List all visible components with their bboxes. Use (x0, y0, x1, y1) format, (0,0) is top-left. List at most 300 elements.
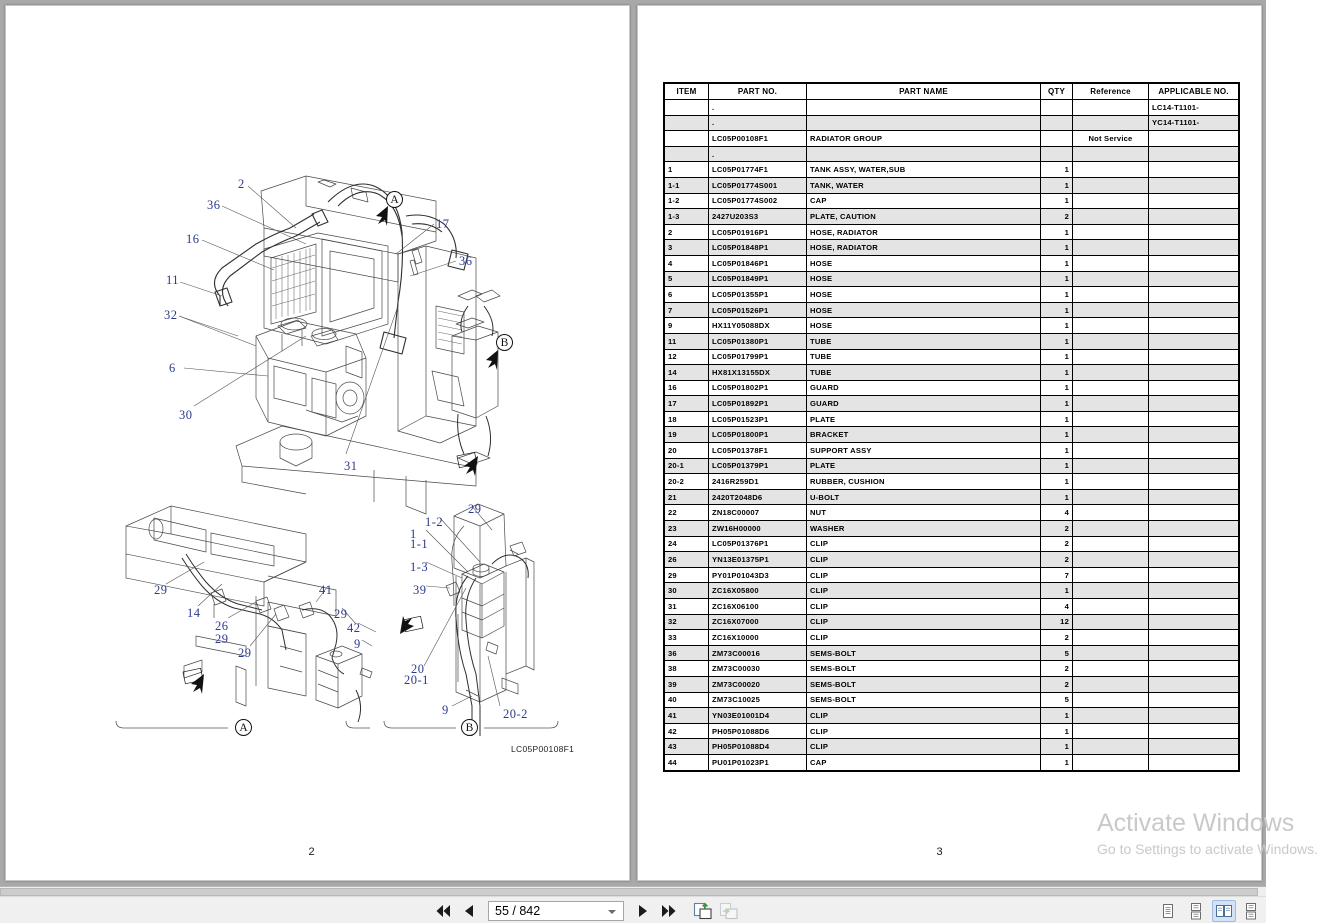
last-page-icon (661, 904, 677, 918)
cell-item: 1-2 (665, 193, 709, 209)
cell-part_name: SEMS-BOLT (807, 676, 1041, 692)
cell-part_name: HOSE, RADIATOR (807, 240, 1041, 256)
cell-item: 6 (665, 287, 709, 303)
cell-part_no: ZC16X05800 (709, 583, 807, 599)
cell-part_no: LC05P01774S002 (709, 193, 807, 209)
cell-item: 44 (665, 754, 709, 770)
cell-item: 42 (665, 723, 709, 739)
cell-applicable (1149, 380, 1239, 396)
cell-item: 14 (665, 365, 709, 381)
cell-part_no: 2427U203S3 (709, 209, 807, 225)
callout-30: 30 (179, 408, 193, 422)
next-page-button[interactable] (630, 899, 656, 922)
first-page-icon (435, 904, 451, 918)
table-row (665, 427, 1239, 443)
cell-applicable (1149, 255, 1239, 271)
two-page-continuous-view-button[interactable] (1240, 900, 1264, 922)
cell-item (665, 115, 709, 131)
callout-36b: 36 (459, 254, 473, 268)
cell-part_name: PLATE (807, 411, 1041, 427)
cell-qty: 1 (1041, 287, 1073, 303)
cell-qty: 1 (1041, 754, 1073, 770)
cell-reference (1073, 458, 1149, 474)
table-row (665, 380, 1239, 396)
cell-part_no: LC05P01849P1 (709, 271, 807, 287)
parts-table-body (665, 100, 1239, 771)
callout-a-26: 26 (215, 619, 229, 633)
table-row (665, 599, 1239, 615)
cell-part_no: YN13E01375P1 (709, 552, 807, 568)
cell-applicable (1149, 723, 1239, 739)
cell-qty (1041, 100, 1073, 116)
table-row (665, 443, 1239, 459)
table-row (665, 739, 1239, 755)
cell-qty: 2 (1041, 676, 1073, 692)
callout-11: 11 (166, 273, 180, 287)
cell-reference (1073, 614, 1149, 630)
callout-a-29b: 29 (215, 632, 229, 646)
two-page-view-button[interactable] (1212, 900, 1236, 922)
cell-qty: 1 (1041, 318, 1073, 334)
cell-reference: Not Service (1073, 131, 1149, 147)
watermark-title: Activate Windows (1097, 809, 1295, 837)
cell-qty: 1 (1041, 739, 1073, 755)
table-row (665, 255, 1239, 271)
cell-part_no: LC05P01892P1 (709, 396, 807, 412)
cell-part_name: HOSE (807, 255, 1041, 271)
col-item: ITEM (665, 84, 709, 100)
cell-part_name: HOSE (807, 287, 1041, 303)
cell-qty: 1 (1041, 365, 1073, 381)
cell-qty: 1 (1041, 193, 1073, 209)
cell-part_name: SEMS-BOLT (807, 661, 1041, 677)
cell-item: 23 (665, 521, 709, 537)
cell-part_no: . (709, 146, 807, 162)
callout-b-20: 20 (411, 662, 425, 676)
cell-qty (1041, 115, 1073, 131)
cell-qty (1041, 146, 1073, 162)
cell-reference (1073, 599, 1149, 615)
cell-part_name: TUBE (807, 365, 1041, 381)
cell-applicable (1149, 661, 1239, 677)
cell-reference (1073, 349, 1149, 365)
extract-pages-button[interactable] (690, 899, 716, 922)
cell-part_no: HX11Y05088DX (709, 318, 807, 334)
cell-qty: 1 (1041, 443, 1073, 459)
table-row (665, 209, 1239, 225)
cell-reference (1073, 302, 1149, 318)
parts-table-container (663, 82, 1231, 777)
cell-qty: 2 (1041, 661, 1073, 677)
single-page-view-icon (1160, 903, 1176, 919)
cell-part_name: SUPPORT ASSY (807, 443, 1041, 459)
cell-applicable (1149, 302, 1239, 318)
cell-reference (1073, 521, 1149, 537)
table-row (665, 458, 1239, 474)
callout-a-9: 9 (354, 637, 361, 651)
last-page-button[interactable] (656, 899, 682, 922)
insert-pages-button (716, 899, 742, 922)
parts-diagram (6, 6, 629, 806)
cell-qty: 1 (1041, 411, 1073, 427)
cell-part_name: TUBE (807, 333, 1041, 349)
cell-applicable (1149, 333, 1239, 349)
table-row (665, 630, 1239, 646)
cell-applicable (1149, 708, 1239, 724)
table-row (665, 754, 1239, 770)
table-row (665, 193, 1239, 209)
parts-table-header (665, 84, 1239, 100)
cell-item: 33 (665, 630, 709, 646)
page-number-right: 3 (936, 846, 943, 858)
cell-qty: 1 (1041, 177, 1073, 193)
cell-item (665, 146, 709, 162)
cell-part_name: PLATE, CAUTION (807, 209, 1041, 225)
cell-part_no: ZM73C00030 (709, 661, 807, 677)
cell-part_no: HX81X13155DX (709, 365, 807, 381)
cell-item: 22 (665, 505, 709, 521)
callout-31: 31 (344, 459, 358, 473)
cell-qty: 1 (1041, 723, 1073, 739)
cell-qty: 5 (1041, 645, 1073, 661)
cell-part_name: CLIP (807, 739, 1041, 755)
callout-17: 17 (436, 217, 450, 231)
cell-item: 32 (665, 614, 709, 630)
cell-part_name: NUT (807, 505, 1041, 521)
table-row (665, 692, 1239, 708)
cell-part_name: CLIP (807, 552, 1041, 568)
cell-reference (1073, 630, 1149, 646)
table-row (665, 567, 1239, 583)
horizontal-scrollbar[interactable] (0, 886, 1266, 896)
cell-applicable (1149, 365, 1239, 381)
cell-qty: 1 (1041, 708, 1073, 724)
table-row (665, 349, 1239, 365)
cell-part_name (807, 115, 1041, 131)
cell-item: 24 (665, 536, 709, 552)
cell-part_no: PU01P01023P1 (709, 754, 807, 770)
page-left[interactable] (5, 5, 630, 881)
cell-applicable (1149, 177, 1239, 193)
page-navigation-group (430, 897, 742, 924)
table-row (665, 645, 1239, 661)
table-row (665, 271, 1239, 287)
cell-applicable (1149, 162, 1239, 178)
page-number-left: 2 (308, 846, 315, 858)
cell-qty: 1 (1041, 427, 1073, 443)
table-row (665, 583, 1239, 599)
table-row (665, 552, 1239, 568)
page-number-value: 55 / 842 (495, 903, 541, 918)
callout-b-1-3: 1-3 (410, 560, 429, 574)
table-row (665, 177, 1239, 193)
cell-part_no: ZC16X10000 (709, 630, 807, 646)
table-row (665, 115, 1239, 131)
cell-applicable (1149, 271, 1239, 287)
col-qty: QTY (1041, 84, 1073, 100)
cell-part_no: LC05P01379P1 (709, 458, 807, 474)
single-page-view-button[interactable] (1156, 900, 1180, 922)
cell-item: 21 (665, 489, 709, 505)
cell-item: 9 (665, 318, 709, 334)
cell-part_name: SEMS-BOLT (807, 645, 1041, 661)
callout-b-1-2: 1-2 (425, 515, 444, 529)
callout-b-1-1: 1-1 (410, 537, 429, 551)
page-number-input[interactable] (488, 901, 624, 921)
cell-applicable (1149, 146, 1239, 162)
cell-applicable (1149, 630, 1239, 646)
previous-page-button[interactable] (456, 899, 482, 922)
cell-qty: 12 (1041, 614, 1073, 630)
table-row (665, 318, 1239, 334)
cell-item: 31 (665, 599, 709, 615)
cell-qty: 1 (1041, 380, 1073, 396)
cell-applicable (1149, 583, 1239, 599)
cell-applicable: LC14-T1101- (1149, 100, 1239, 116)
cell-part_name (807, 146, 1041, 162)
cell-reference (1073, 754, 1149, 770)
view-mode-group (1156, 897, 1266, 924)
callout-a-42: 42 (347, 621, 361, 635)
cell-part_no: ZM73C10025 (709, 692, 807, 708)
cell-part_name: HOSE, RADIATOR (807, 224, 1041, 240)
cell-part_name (807, 100, 1041, 116)
cell-item: 2 (665, 224, 709, 240)
cell-qty (1041, 131, 1073, 147)
cell-item: 1-1 (665, 177, 709, 193)
table-row (665, 474, 1239, 490)
cell-reference (1073, 146, 1149, 162)
page-right[interactable] (637, 5, 1262, 881)
table-row (665, 708, 1239, 724)
cell-qty: 2 (1041, 209, 1073, 225)
cell-qty: 1 (1041, 458, 1073, 474)
cell-part_no: LC05P01802P1 (709, 380, 807, 396)
cell-reference (1073, 224, 1149, 240)
continuous-scroll-view-icon (1188, 903, 1204, 919)
cell-applicable (1149, 240, 1239, 256)
cell-reference (1073, 536, 1149, 552)
cell-reference (1073, 489, 1149, 505)
cell-qty: 7 (1041, 567, 1073, 583)
cell-qty: 1 (1041, 583, 1073, 599)
callout-b-20-2: 20-2 (503, 707, 528, 721)
cell-part_no: ZM73C00016 (709, 645, 807, 661)
cell-applicable (1149, 287, 1239, 303)
cell-reference (1073, 240, 1149, 256)
cell-applicable: YC14-T1101- (1149, 115, 1239, 131)
cell-qty: 1 (1041, 474, 1073, 490)
table-row (665, 614, 1239, 630)
extract-pages-icon (693, 902, 713, 920)
cell-reference (1073, 255, 1149, 271)
cell-applicable (1149, 427, 1239, 443)
section-marker-a-top: A (386, 191, 403, 208)
cell-part_no: LC05P01523P1 (709, 411, 807, 427)
cell-qty: 2 (1041, 630, 1073, 646)
callout-32: 32 (164, 308, 178, 322)
cell-qty: 1 (1041, 224, 1073, 240)
callout-36: 36 (207, 198, 221, 212)
callout-a-29c: 29 (238, 646, 252, 660)
cell-applicable (1149, 754, 1239, 770)
cell-part_name: TUBE (807, 349, 1041, 365)
two-page-continuous-view-icon (1244, 903, 1260, 919)
cell-part_no: PH05P01088D6 (709, 723, 807, 739)
cell-item: 1 (665, 162, 709, 178)
cell-part_no: LC05P01774F1 (709, 162, 807, 178)
cell-part_name: CLIP (807, 614, 1041, 630)
cell-applicable (1149, 209, 1239, 225)
continuous-scroll-view-button[interactable] (1184, 900, 1208, 922)
table-row (665, 333, 1239, 349)
cell-part_no: ZC16X06100 (709, 599, 807, 615)
cell-part_name: CAP (807, 193, 1041, 209)
cell-part_name: WASHER (807, 521, 1041, 537)
callout-b-39: 39 (413, 583, 427, 597)
diagram-artwork (6, 6, 629, 806)
cell-item: 39 (665, 676, 709, 692)
cell-part_name: GUARD (807, 380, 1041, 396)
callout-2: 2 (238, 177, 245, 191)
insert-pages-icon (719, 902, 739, 920)
cell-qty: 1 (1041, 333, 1073, 349)
col-reference: Reference (1073, 84, 1149, 100)
table-row (665, 723, 1239, 739)
cell-part_name: CLIP (807, 723, 1041, 739)
cell-part_no: LC05P01526P1 (709, 302, 807, 318)
cell-part_name: CLIP (807, 536, 1041, 552)
cell-item: 20 (665, 443, 709, 459)
cell-part_no: LC05P01848P1 (709, 240, 807, 256)
two-page-view-icon (1215, 903, 1233, 919)
cell-item: 19 (665, 427, 709, 443)
cell-applicable (1149, 411, 1239, 427)
cell-reference (1073, 661, 1149, 677)
scrollbar-thumb[interactable] (0, 888, 1258, 896)
cell-applicable (1149, 489, 1239, 505)
cell-reference (1073, 723, 1149, 739)
callout-b-20-1: 20-1 (404, 673, 429, 687)
cell-qty: 1 (1041, 349, 1073, 365)
cell-part_name: HOSE (807, 318, 1041, 334)
cell-part_name: CLIP (807, 708, 1041, 724)
cell-item: 41 (665, 708, 709, 724)
cell-qty: 2 (1041, 552, 1073, 568)
cell-qty: 2 (1041, 536, 1073, 552)
cell-applicable (1149, 739, 1239, 755)
callout-b-29: 29 (468, 502, 482, 516)
chevron-down-icon[interactable] (608, 910, 616, 914)
cell-reference (1073, 645, 1149, 661)
table-row (665, 287, 1239, 303)
cell-part_no: 2420T2048D6 (709, 489, 807, 505)
cell-applicable (1149, 692, 1239, 708)
cell-applicable (1149, 443, 1239, 459)
cell-item: 38 (665, 661, 709, 677)
cell-applicable (1149, 224, 1239, 240)
cell-part_no: ZM73C00020 (709, 676, 807, 692)
table-row (665, 146, 1239, 162)
cell-reference (1073, 162, 1149, 178)
table-row (665, 411, 1239, 427)
section-marker-b-top: B (496, 334, 513, 351)
cell-part_name: TANK, WATER (807, 177, 1041, 193)
cell-part_name: CLIP (807, 567, 1041, 583)
table-row (665, 505, 1239, 521)
cell-part_name: CLIP (807, 630, 1041, 646)
cell-reference (1073, 333, 1149, 349)
cell-applicable (1149, 193, 1239, 209)
table-row (665, 521, 1239, 537)
cell-reference (1073, 115, 1149, 131)
cell-part_name: BRACKET (807, 427, 1041, 443)
cell-part_name: SEMS-BOLT (807, 692, 1041, 708)
cell-reference (1073, 567, 1149, 583)
cell-part_name: RUBBER, CUSHION (807, 474, 1041, 490)
table-row (665, 676, 1239, 692)
cell-applicable (1149, 645, 1239, 661)
cell-reference (1073, 739, 1149, 755)
cell-item: 29 (665, 567, 709, 583)
watermark-subtitle: Go to Settings to activate Windows. (1097, 841, 1318, 857)
first-page-button[interactable] (430, 899, 456, 922)
col-part-name: PART NAME (807, 84, 1041, 100)
cell-item (665, 100, 709, 116)
cell-part_no: LC05P01380P1 (709, 333, 807, 349)
cell-qty: 5 (1041, 692, 1073, 708)
next-page-icon (637, 904, 649, 918)
table-row (665, 661, 1239, 677)
cell-part_no: LC05P01916P1 (709, 224, 807, 240)
cell-applicable (1149, 458, 1239, 474)
cell-qty: 1 (1041, 302, 1073, 318)
cell-applicable (1149, 318, 1239, 334)
cell-applicable (1149, 521, 1239, 537)
cell-item: 36 (665, 645, 709, 661)
parts-table (664, 83, 1239, 771)
cell-reference (1073, 583, 1149, 599)
cell-applicable (1149, 396, 1239, 412)
callout-6: 6 (169, 361, 176, 375)
col-part-no: PART NO. (709, 84, 807, 100)
cell-reference (1073, 692, 1149, 708)
cell-reference (1073, 505, 1149, 521)
cell-reference (1073, 427, 1149, 443)
cell-item: 43 (665, 739, 709, 755)
cell-part_no: PY01P01043D3 (709, 567, 807, 583)
table-row (665, 162, 1239, 178)
drawing-number: LC05P00108F1 (511, 744, 575, 754)
cell-part_no: YN03E01001D4 (709, 708, 807, 724)
cell-part_name: CAP (807, 754, 1041, 770)
cell-part_no: LC05P01376P1 (709, 536, 807, 552)
table-row (665, 224, 1239, 240)
callout-a-14: 14 (187, 606, 201, 620)
cell-part_no: LC05P01355P1 (709, 287, 807, 303)
cell-item: 11 (665, 333, 709, 349)
cell-applicable (1149, 614, 1239, 630)
cell-qty: 4 (1041, 599, 1073, 615)
cell-qty: 1 (1041, 240, 1073, 256)
cell-qty: 2 (1041, 521, 1073, 537)
cell-applicable (1149, 552, 1239, 568)
cell-item: 18 (665, 411, 709, 427)
cell-item: 26 (665, 552, 709, 568)
cell-reference (1073, 193, 1149, 209)
cell-item: 20-1 (665, 458, 709, 474)
cell-part_name: GUARD (807, 396, 1041, 412)
